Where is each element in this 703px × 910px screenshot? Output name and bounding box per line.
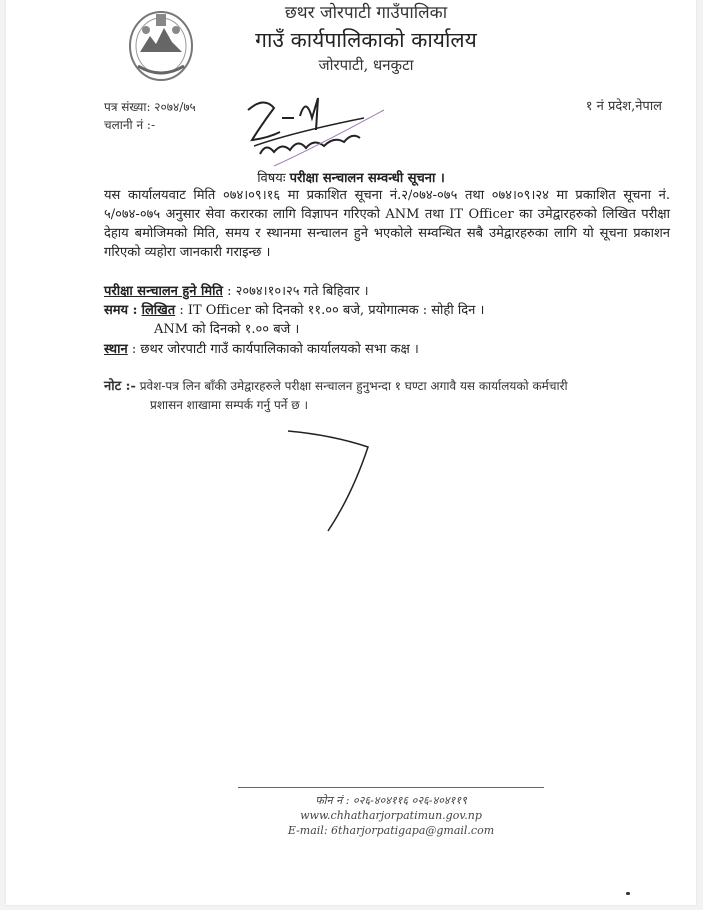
- footer-contact: [238, 793, 544, 838]
- place-value: : छथर जोरपाटी गाउँ कार्यपालिकाको कार्यालयको सभा कक्ष ।: [131, 342, 419, 357]
- handwritten-signature: [234, 88, 404, 168]
- note-section: [104, 377, 644, 414]
- notice-body: यस कार्यालयवाट मिति ०७४।०९।१६ मा प्रकाशित सूचना नं.२/०७४-०७५ तथा ०७४।०९।२४ मा प्रकाशित सूचना नं. ५/०७४-०७५ अनुसार सेवा करारका लागि विज्ञापन गरिएको ANM तथा IT Officer का उमेद्वारहरुको लिखित परीक्षा देहाय बमोजिमको मिति, समय र स्थानमा सन्चालन हुने भएकोले सम्वन्धित सबै उमेद्वारहरुका लागि यो सूचना प्रकाशन गरिएको व्यहोरा जानकारी गराइन्छ ।: [104, 188, 670, 260]
- province-label: १ नं प्रदेश,नेपाल: [585, 99, 662, 114]
- exam-date-value: : २०७४।१०।२५ गते बिहिवार ।: [227, 284, 369, 299]
- note-line2: प्रशासन शाखामा सम्पर्क गर्नु पर्ने छ ।: [150, 398, 309, 412]
- place-label: स्थान: [104, 342, 128, 357]
- note-label: नोट :-: [104, 379, 136, 394]
- pen-stroke-mark: [282, 425, 382, 535]
- exam-place-row: [104, 339, 419, 357]
- time-label: समय :: [104, 303, 138, 318]
- letter-page: [6, 0, 696, 905]
- exam-date-label: परीक्षा सन्चालन हुने मिति: [104, 284, 223, 299]
- footer-website: www.chhatharjorpatimun.gov.np: [300, 809, 482, 822]
- footer-phone: फोन नं : ०२६-४०४११६ ०२६-४०४११९: [315, 794, 467, 807]
- reference-number: पत्र संख्या: २०७४/७५: [104, 100, 196, 114]
- note-line1: प्रवेश-पत्र लिन बाँकी उमेद्वारहरुले परीक्षा सन्चालन हुनुभन्दा १ घण्टा अगावै यस कार्यालयको कर्मचारी: [139, 379, 568, 393]
- written-value: : IT Officer को दिनको ११.०० बजे, प्रयोगात्मक : सोही दिन ।: [179, 303, 485, 318]
- subject-label: विषयः: [257, 171, 286, 186]
- municipality-name: छथर जोरपाटी गाउँपालिका: [284, 3, 448, 23]
- footer-divider: [238, 787, 544, 788]
- office-address: जोरपाटी, धनकुटा: [318, 56, 414, 74]
- ink-dot: [626, 892, 630, 895]
- exam-time-row: [104, 300, 484, 318]
- footer-email: E-mail: 6tharjorpatigapa@gmail.com: [287, 824, 495, 837]
- exam-date-row: [104, 281, 369, 299]
- subject-line: [6, 168, 696, 186]
- nepal-emblem-icon: [126, 8, 196, 84]
- written-label: लिखित: [141, 303, 176, 318]
- dispatch-number: चलानी नं :-: [104, 118, 156, 132]
- office-name: गाउँ कार्यपालिकाको कार्यालय: [255, 28, 477, 52]
- anm-time: ANM को दिनको १.०० बजे ।: [154, 322, 300, 337]
- subject-text: परीक्षा सन्चालन सम्वन्धी सूचना ।: [289, 171, 445, 186]
